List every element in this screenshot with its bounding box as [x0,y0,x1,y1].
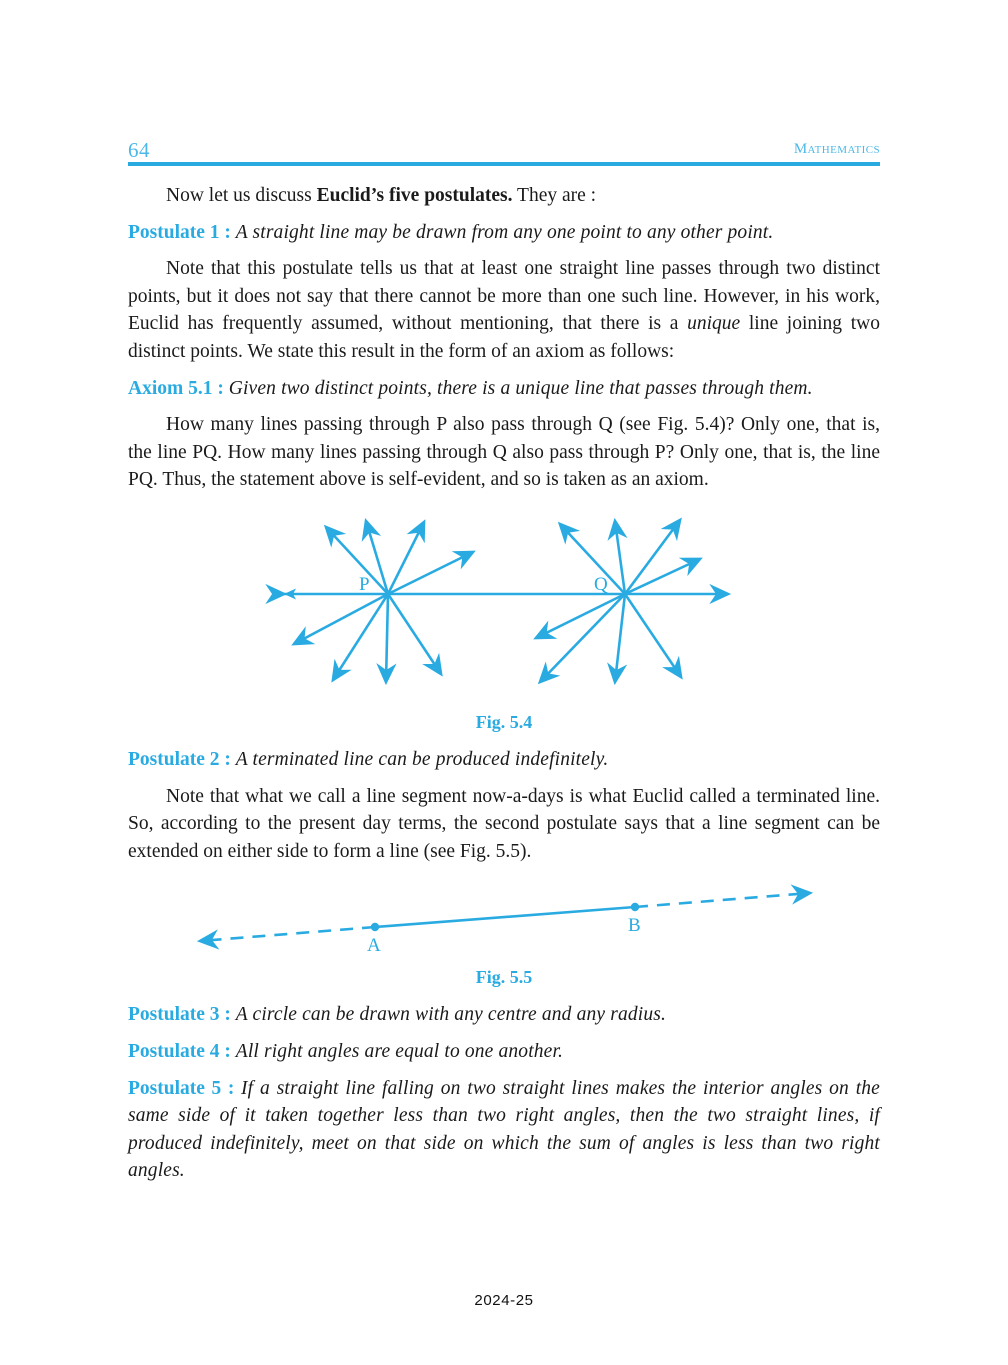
postulate-4-lead: Postulate 4 : [128,1040,236,1062]
figure-5-4-caption: Fig. 5.4 [475,711,533,732]
p-ray-down-left [333,594,388,680]
point-label-b: B [628,915,641,937]
intro-before: Now let us discuss [166,185,317,206]
point-a-dot [371,923,379,931]
postulate-5 [128,1075,880,1185]
postulate-3 [128,1001,880,1029]
ray-extension-left [200,927,375,941]
footer-year: 2024-25 [474,1292,534,1309]
p-star [294,521,473,682]
note-paragraph [128,255,880,365]
intro-paragraph [128,182,880,210]
q-ray-down-left [540,594,625,682]
note-paragraph-tail: line joining two distinct points. We state this result in the form of an axiom as follows: [128,313,880,362]
p-ray-lower-left [294,594,388,644]
page-header [128,138,880,172]
p-ray-right-up [388,552,473,594]
postulate-4 [128,1038,880,1066]
point-label-p: P [359,573,370,595]
q-ray-down-right [625,594,681,677]
intro-bold: Euclid’s five postulates. [316,185,513,206]
figure-5-5-svg [128,877,880,967]
point-label-q: Q [594,573,608,595]
segment-ab [375,907,635,927]
axiom-5-1-lead: Axiom 5.1 : [128,377,229,399]
p-ray-down [386,594,388,682]
axiom-5-1-statement: Given two distinct points, there is a unique line that passes through them. [228,377,813,399]
figure-5-4 [128,502,880,733]
q-ray-upper-right [625,520,680,594]
p-ray-down-right [388,594,441,674]
header-divider [128,162,880,166]
intro-after: They are : [512,185,597,206]
note-paragraph-head: Note that this postulate tells us that at least one straight line passes through two distinct points, but it does not say that there cannot be more than one such line. However, in his work, Euclid has frequently assumed, without mentioning, that there is a [128,258,880,335]
postulate-1-statement: A straight line may be drawn from any one point to any other point. [235,221,774,243]
note-paragraph-emphasis: unique [687,313,741,335]
page-footer [0,1292,1008,1309]
point-b-dot [631,903,639,911]
point-label-a: A [367,935,381,957]
p-ray-upper-right [388,522,424,594]
postulate-3-statement: A circle can be drawn with any centre and any radius. [235,1004,666,1026]
postulate-5-statement: If a straight line falling on two straight lines makes the interior angles on the same side of it taken together less than two right angles, then the two straight lines, if produced indefinitely, meet on that side on which the sum of angles is less than two right angles. [128,1077,880,1182]
postulate-3-lead: Postulate 3 : [128,1004,236,1026]
postulate-5-lead: Postulate 5 : [128,1077,242,1099]
postulate-1 [128,219,880,247]
lines-paragraph: How many lines passing through P also pass through Q (see Fig. 5.4)? Only one, that is, the line PQ. How many lines passing through Q also pass through P? Only one, that is, the line PQ. Thus, the statement above is self-evident, and so is taken as an axiom. [128,414,880,491]
book-title: Mathematics [793,141,880,157]
postulate-2-statement: A terminated line can be produced indefinitely. [235,748,609,770]
q-ray-lower-left [536,594,625,638]
postulate-2 [128,746,880,774]
figure-5-5 [128,877,880,988]
q-ray-down [615,594,625,682]
postulate-4-statement: All right angles are equal to one another. [235,1040,564,1062]
q-star [536,520,700,682]
terminated-line-paragraph: Note that what we call a line segment now-a-days is what Euclid called a terminated line. So, according to the present day terms, the second postulate says that a line segment can be extended on either side to form a line (see Fig. 5.5). [128,785,880,862]
q-ray-upper-left [560,524,625,594]
postulate-2-lead: Postulate 2 : [128,748,236,770]
axiom-5-1 [128,375,880,403]
q-ray-right-up [625,559,700,594]
figure-5-5-caption: Fig. 5.5 [475,967,533,988]
postulate-1-lead: Postulate 1 : [128,221,236,243]
page-content [128,182,880,1185]
figure-5-4-svg [128,502,880,712]
page-number: 64 [128,138,150,162]
ray-extension-right [635,893,810,907]
